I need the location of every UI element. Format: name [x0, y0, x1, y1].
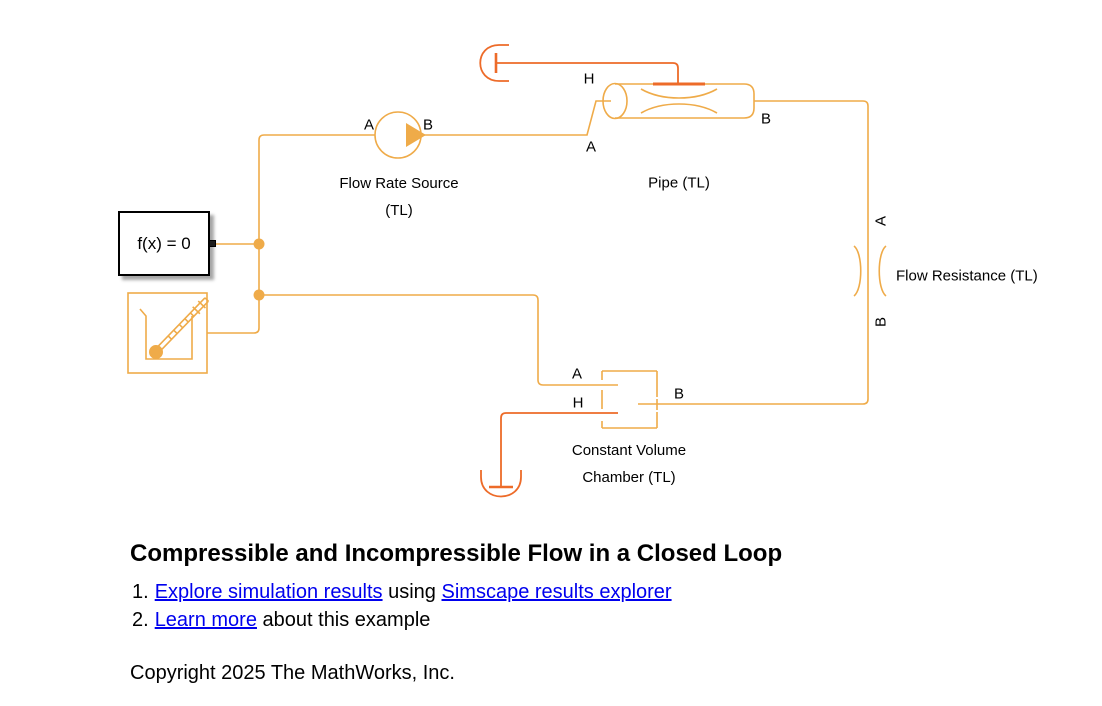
junction-dot[interactable] — [254, 239, 265, 250]
simscape-results-explorer-link[interactable]: Simscape results explorer — [441, 581, 672, 603]
item-2-number: 2. — [132, 609, 149, 631]
pipe-name: Pipe (TL) — [648, 174, 710, 192]
pipe-body-icon — [615, 84, 754, 118]
item-2-rest-text: about this example — [256, 609, 431, 631]
flow-resistance-block[interactable] — [854, 246, 886, 296]
item-1-number: 1. — [132, 581, 149, 603]
port-label-resistance-a: A — [872, 215, 890, 227]
item-1-middle-text: using — [382, 581, 442, 603]
pipe-venturi-bottom-icon — [641, 104, 717, 113]
flow-rate-source-name: Flow Rate Source (TL) — [339, 175, 459, 219]
constant-volume-chamber-block[interactable] — [602, 371, 657, 428]
flow-resistance-name: Flow Resistance (TL) — [896, 267, 1038, 285]
wire-pipe-b-to-resistance-to-chamber-b[interactable] — [638, 101, 868, 404]
pipe-venturi-top-icon — [641, 89, 717, 98]
properties-outline-icon — [128, 293, 207, 373]
learn-more-link[interactable]: Learn more — [154, 609, 257, 631]
wire-junction-to-chamber-a[interactable] — [259, 295, 618, 385]
port-label-pipe-b: B — [760, 110, 772, 128]
flow-rate-source-block[interactable] — [375, 112, 426, 158]
restriction-left-bracket-icon — [854, 246, 861, 296]
junction-dot[interactable] — [254, 290, 265, 301]
port-label-source-b: B — [422, 116, 434, 134]
port-label-resistance-b: B — [872, 316, 890, 328]
model-title: Compressible and Incompressible Flow in a Closed Loop — [130, 540, 783, 567]
chamber-name: Constant Volume Chamber (TL) — [571, 442, 687, 486]
port-label-chamber-b: B — [673, 385, 685, 403]
thermometer-icon — [146, 295, 212, 362]
port-label-pipe-h: H — [583, 70, 595, 88]
port-label-chamber-h: H — [572, 394, 584, 412]
wire-properties-trunk-to-source[interactable] — [207, 135, 375, 333]
description-item-2 — [132, 609, 430, 632]
pipe-block[interactable] — [603, 84, 754, 119]
beaker-icon — [140, 309, 192, 359]
solver-configuration-block[interactable] — [118, 211, 210, 276]
explore-simulation-results-link[interactable]: Explore simulation results — [154, 581, 383, 603]
solver-label: f(x) = 0 — [137, 233, 191, 253]
port-label-chamber-a: A — [571, 365, 583, 383]
port-label-source-a: A — [363, 116, 375, 134]
port-label-pipe-a: A — [585, 138, 597, 156]
restriction-right-bracket-icon — [879, 246, 886, 296]
wire-source-to-pipe-a[interactable] — [421, 101, 611, 135]
copyright-text: Copyright 2025 The MathWorks, Inc. — [130, 662, 455, 684]
thermal-liquid-properties-block[interactable] — [128, 293, 212, 373]
description-item-1 — [132, 581, 672, 604]
chamber-square-icon — [602, 371, 657, 428]
solver-output-port[interactable] — [209, 240, 216, 247]
